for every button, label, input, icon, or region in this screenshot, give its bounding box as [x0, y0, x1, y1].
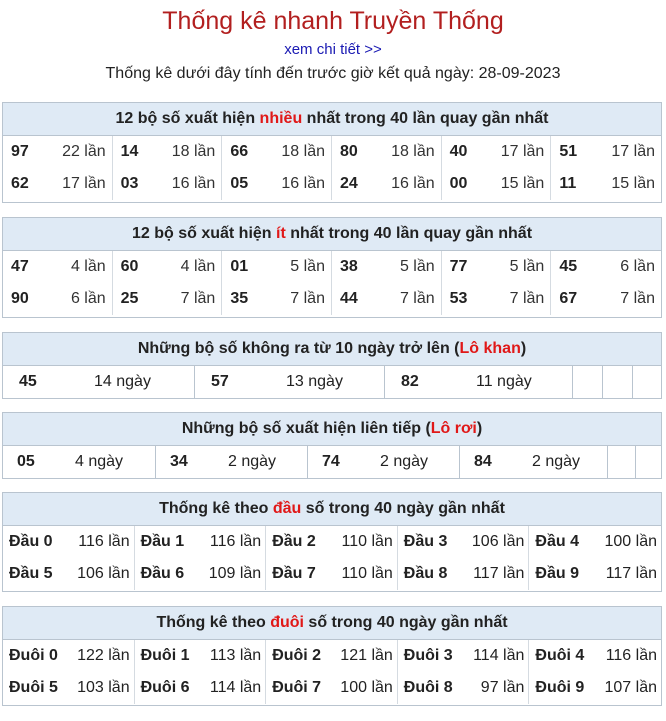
- page-title: Thống kê nhanh Truyền Thống: [162, 7, 504, 35]
- heading-highlight: nhiều: [259, 110, 303, 127]
- heading-post: số trong 40 ngày gần nhất: [301, 500, 505, 517]
- dau-cell-value: 106 lần: [471, 533, 525, 550]
- most-frequent-cell: [222, 136, 332, 168]
- most-frequent-cell-key: 97: [11, 143, 29, 160]
- least-frequent-section: [2, 217, 662, 318]
- duoi-grid: [3, 640, 661, 704]
- lo-roi-cell: [308, 446, 460, 478]
- duoi-cell-value: 114 lần: [473, 647, 525, 664]
- most-frequent-cell-value: 16 lần: [391, 175, 435, 192]
- empty-cell: [603, 366, 633, 398]
- lo-roi-number: 74: [322, 453, 340, 470]
- most-frequent-cell: [332, 168, 442, 200]
- least-frequent-cell-value: 7 lần: [509, 290, 545, 307]
- most-frequent-grid: [3, 136, 661, 200]
- page-subtitle: Thống kê dưới đây tính đến trước giờ kết quả ngày: 28-09-2023: [105, 65, 561, 82]
- least-frequent-cell-value: 7 lần: [180, 290, 216, 307]
- most-frequent-cell-key: 05: [230, 175, 249, 192]
- least-frequent-cell: [113, 283, 223, 315]
- dau-cell-key: Đầu 1: [140, 533, 185, 550]
- most-frequent-cell: [113, 136, 223, 168]
- most-frequent-cell: [113, 168, 223, 200]
- duoi-cell-value: 100 lần: [340, 679, 393, 696]
- heading-pre: Thống kê theo: [159, 500, 273, 517]
- lo-khan-number: 57: [211, 373, 229, 390]
- lo-roi-row: [3, 446, 661, 478]
- duoi-cell-key: Đuôi 5: [9, 679, 58, 696]
- duoi-cell-value: 97 lần: [480, 679, 525, 696]
- least-frequent-cell: [551, 283, 661, 315]
- lo-khan-cell: [195, 366, 385, 398]
- dau-cell-value: 100 lần: [604, 533, 657, 550]
- most-frequent-cell-value: 17 lần: [500, 143, 545, 160]
- heading-pre: Thống kê theo: [156, 614, 271, 631]
- heading-pre: 12 bộ số xuất hiện: [131, 225, 276, 242]
- most-frequent-cell-key: 14: [120, 143, 139, 160]
- least-frequent-cell-value: 5 lần: [509, 258, 545, 275]
- duoi-heading: [3, 607, 661, 640]
- lo-roi-number: 34: [170, 453, 188, 470]
- heading-highlight: ít: [276, 225, 286, 242]
- lo-khan-heading: [3, 333, 661, 366]
- most-frequent-cell-value: 17 lần: [62, 175, 106, 192]
- most-frequent-cell-key: 40: [449, 143, 468, 160]
- lo-roi-cell: [460, 446, 608, 478]
- most-frequent-cell-key: 66: [230, 143, 249, 160]
- dau-cell-key: Đầu 9: [535, 565, 579, 582]
- lo-roi-section: [2, 412, 662, 479]
- duoi-section: [2, 606, 662, 706]
- heading-post: nhất trong 40 lần quay gần nhất: [302, 110, 549, 127]
- least-frequent-heading: [3, 218, 661, 251]
- empty-cell: [608, 446, 636, 478]
- least-frequent-cell: [442, 283, 552, 315]
- least-frequent-cell-key: 60: [120, 258, 139, 275]
- least-frequent-cell: [113, 251, 223, 283]
- least-frequent-cell-value: 7 lần: [399, 290, 435, 307]
- least-frequent-cell: [3, 251, 113, 283]
- duoi-cell: [529, 672, 661, 704]
- most-frequent-cell: [3, 136, 113, 168]
- duoi-cell: [398, 640, 530, 672]
- lo-roi-number: 84: [474, 453, 492, 470]
- duoi-cell: [3, 640, 135, 672]
- dau-cell: [398, 526, 530, 558]
- least-frequent-cell-value: 6 lần: [70, 290, 106, 307]
- heading-post: số trong 40 ngày gần nhất: [303, 614, 508, 631]
- dau-section: [2, 492, 662, 592]
- duoi-cell-value: 103 lần: [77, 679, 130, 696]
- empty-cell: [573, 366, 603, 398]
- least-frequent-cell-value: 7 lần: [290, 290, 325, 307]
- most-frequent-cell: [332, 136, 442, 168]
- most-frequent-cell-value: 18 lần: [171, 143, 216, 160]
- most-frequent-section: [2, 102, 662, 203]
- dau-cell: [266, 526, 398, 558]
- dau-cell-value: 116 lần: [209, 533, 262, 550]
- lo-roi-days: 2 ngày: [532, 453, 581, 470]
- most-frequent-cell: [222, 168, 332, 200]
- lo-khan-number: 45: [19, 373, 37, 390]
- most-frequent-cell-value: 15 lần: [611, 175, 655, 192]
- lo-roi-days: 2 ngày: [380, 453, 429, 470]
- heading-pre: Những bộ số không ra từ 10 ngày trở lên (: [137, 340, 460, 357]
- dau-cell-value: 116 lần: [78, 533, 130, 550]
- least-frequent-cell: [332, 283, 442, 315]
- least-frequent-cell-key: 44: [339, 290, 358, 307]
- least-frequent-cell-value: 4 lần: [180, 258, 216, 275]
- duoi-cell: [135, 640, 267, 672]
- duoi-cell: [529, 640, 661, 672]
- heading-highlight: Lô khan: [459, 340, 521, 357]
- duoi-cell: [266, 672, 398, 704]
- dau-cell-key: Đầu 8: [403, 565, 448, 582]
- duoi-cell-key: Đuôi 4: [535, 647, 585, 664]
- most-frequent-cell-key: 80: [339, 143, 358, 160]
- lo-khan-cell: [385, 366, 573, 398]
- dau-cell: [3, 558, 135, 590]
- duoi-cell-key: Đuôi 7: [272, 679, 322, 696]
- most-frequent-cell-key: 24: [339, 175, 358, 192]
- least-frequent-cell-key: 38: [339, 258, 358, 275]
- least-frequent-cell-key: 47: [11, 258, 29, 275]
- view-details-link[interactable]: xem chi tiết >>: [284, 41, 382, 58]
- duoi-cell: [398, 672, 530, 704]
- most-frequent-cell-value: 22 lần: [62, 143, 106, 160]
- dau-cell: [529, 526, 661, 558]
- dau-cell-value: 117 lần: [473, 565, 525, 582]
- dau-cell-value: 110 lần: [341, 533, 393, 550]
- lo-khan-section: [2, 332, 662, 399]
- lo-roi-number: 05: [17, 453, 35, 470]
- heading-post: nhất trong 40 lần quay gần nhất: [285, 225, 533, 242]
- duoi-cell-value: 122 lần: [77, 647, 130, 664]
- least-frequent-cell-key: 53: [449, 290, 468, 307]
- most-frequent-cell-value: 16 lần: [281, 175, 325, 192]
- least-frequent-cell-value: 4 lần: [70, 258, 106, 275]
- least-frequent-cell: [222, 283, 332, 315]
- most-frequent-cell-value: 18 lần: [281, 143, 325, 160]
- most-frequent-cell-value: 16 lần: [171, 175, 216, 192]
- least-frequent-cell: [332, 251, 442, 283]
- dau-cell-value: 106 lần: [77, 565, 130, 582]
- lo-roi-cell: [3, 446, 156, 478]
- dau-grid: [3, 526, 661, 590]
- dau-cell-key: Đầu 5: [9, 565, 53, 582]
- most-frequent-cell-key: 00: [449, 175, 468, 192]
- lo-roi-cell: [156, 446, 308, 478]
- most-frequent-cell-key: 51: [559, 143, 578, 160]
- heading-post: ): [520, 340, 527, 357]
- dau-cell-value: 117 lần: [605, 565, 657, 582]
- least-frequent-cell-value: 6 lần: [620, 258, 655, 275]
- most-frequent-cell-key: 03: [120, 175, 139, 192]
- least-frequent-cell-key: 45: [559, 258, 578, 275]
- dau-cell-key: Đầu 3: [403, 533, 448, 550]
- least-frequent-cell-value: 5 lần: [290, 258, 325, 275]
- least-frequent-cell-value: 5 lần: [399, 258, 435, 275]
- least-frequent-cell: [551, 251, 661, 283]
- duoi-cell-value: 113 lần: [209, 647, 262, 664]
- dau-cell: [135, 558, 267, 590]
- least-frequent-cell-value: 7 lần: [620, 290, 655, 307]
- least-frequent-cell: [222, 251, 332, 283]
- least-frequent-cell: [442, 251, 552, 283]
- dau-cell: [3, 526, 135, 558]
- duoi-cell-value: 116 lần: [605, 647, 657, 664]
- dau-cell: [398, 558, 530, 590]
- least-frequent-cell: [3, 283, 113, 315]
- dau-heading: [3, 493, 661, 526]
- most-frequent-cell: [551, 168, 661, 200]
- duoi-cell-key: Đuôi 0: [9, 647, 58, 664]
- lo-roi-days: 4 ngày: [75, 453, 124, 470]
- duoi-cell: [266, 640, 398, 672]
- dau-cell-key: Đầu 4: [535, 533, 579, 550]
- dau-cell: [266, 558, 398, 590]
- duoi-cell-value: 107 lần: [604, 679, 657, 696]
- empty-cell: [636, 446, 661, 478]
- most-frequent-cell: [442, 168, 552, 200]
- least-frequent-cell-key: 90: [11, 290, 29, 307]
- duoi-cell-value: 121 lần: [340, 647, 393, 664]
- lo-khan-row: [3, 366, 661, 398]
- most-frequent-cell-key: 11: [559, 175, 577, 192]
- heading-highlight: đuôi: [270, 614, 304, 631]
- lo-khan-days: 11 ngày: [476, 373, 532, 390]
- lo-khan-days: 13 ngày: [286, 373, 343, 390]
- empty-cell: [633, 366, 661, 398]
- heading-highlight: Lô rơi: [430, 420, 477, 437]
- dau-cell: [529, 558, 661, 590]
- duoi-cell-key: Đuôi 2: [272, 647, 322, 664]
- least-frequent-cell-key: 01: [230, 258, 249, 275]
- most-frequent-cell-value: 17 lần: [611, 143, 655, 160]
- duoi-cell-key: Đuôi 1: [140, 647, 190, 664]
- least-frequent-grid: [3, 251, 661, 315]
- most-frequent-cell-key: 62: [11, 175, 29, 192]
- dau-cell-key: Đầu 2: [272, 533, 316, 550]
- most-frequent-cell-value: 15 lần: [500, 175, 545, 192]
- duoi-cell: [3, 672, 135, 704]
- least-frequent-cell-key: 35: [230, 290, 249, 307]
- most-frequent-cell-value: 18 lần: [391, 143, 435, 160]
- dau-cell: [135, 526, 267, 558]
- heading-pre: 12 bộ số xuất hiện: [115, 110, 260, 127]
- heading-pre: Những bộ số xuất hiện liên tiếp (: [181, 420, 431, 437]
- dau-cell-key: Đầu 6: [140, 565, 185, 582]
- duoi-cell-key: Đuôi 8: [403, 679, 453, 696]
- heading-highlight: đầu: [272, 500, 302, 517]
- most-frequent-cell: [551, 136, 661, 168]
- most-frequent-heading: [3, 103, 661, 136]
- dau-cell-value: 109 lần: [208, 565, 262, 582]
- duoi-cell-value: 114 lần: [209, 679, 262, 696]
- duoi-cell-key: Đuôi 9: [535, 679, 585, 696]
- most-frequent-cell: [3, 168, 113, 200]
- least-frequent-cell-key: 77: [449, 258, 468, 275]
- most-frequent-cell: [442, 136, 552, 168]
- heading-post: ): [476, 420, 483, 437]
- lo-roi-heading: [3, 413, 661, 446]
- lo-khan-days: 14 ngày: [94, 373, 151, 390]
- duoi-cell-key: Đuôi 3: [403, 647, 453, 664]
- lo-roi-days: 2 ngày: [228, 453, 277, 470]
- duoi-cell: [135, 672, 267, 704]
- least-frequent-cell-key: 67: [559, 290, 578, 307]
- dau-cell-value: 110 lần: [341, 565, 393, 582]
- lo-khan-number: 82: [401, 373, 419, 390]
- duoi-cell-key: Đuôi 6: [140, 679, 190, 696]
- dau-cell-key: Đầu 7: [272, 565, 316, 582]
- least-frequent-cell-key: 25: [120, 290, 139, 307]
- dau-cell-key: Đầu 0: [9, 533, 53, 550]
- lo-khan-cell: [3, 366, 195, 398]
